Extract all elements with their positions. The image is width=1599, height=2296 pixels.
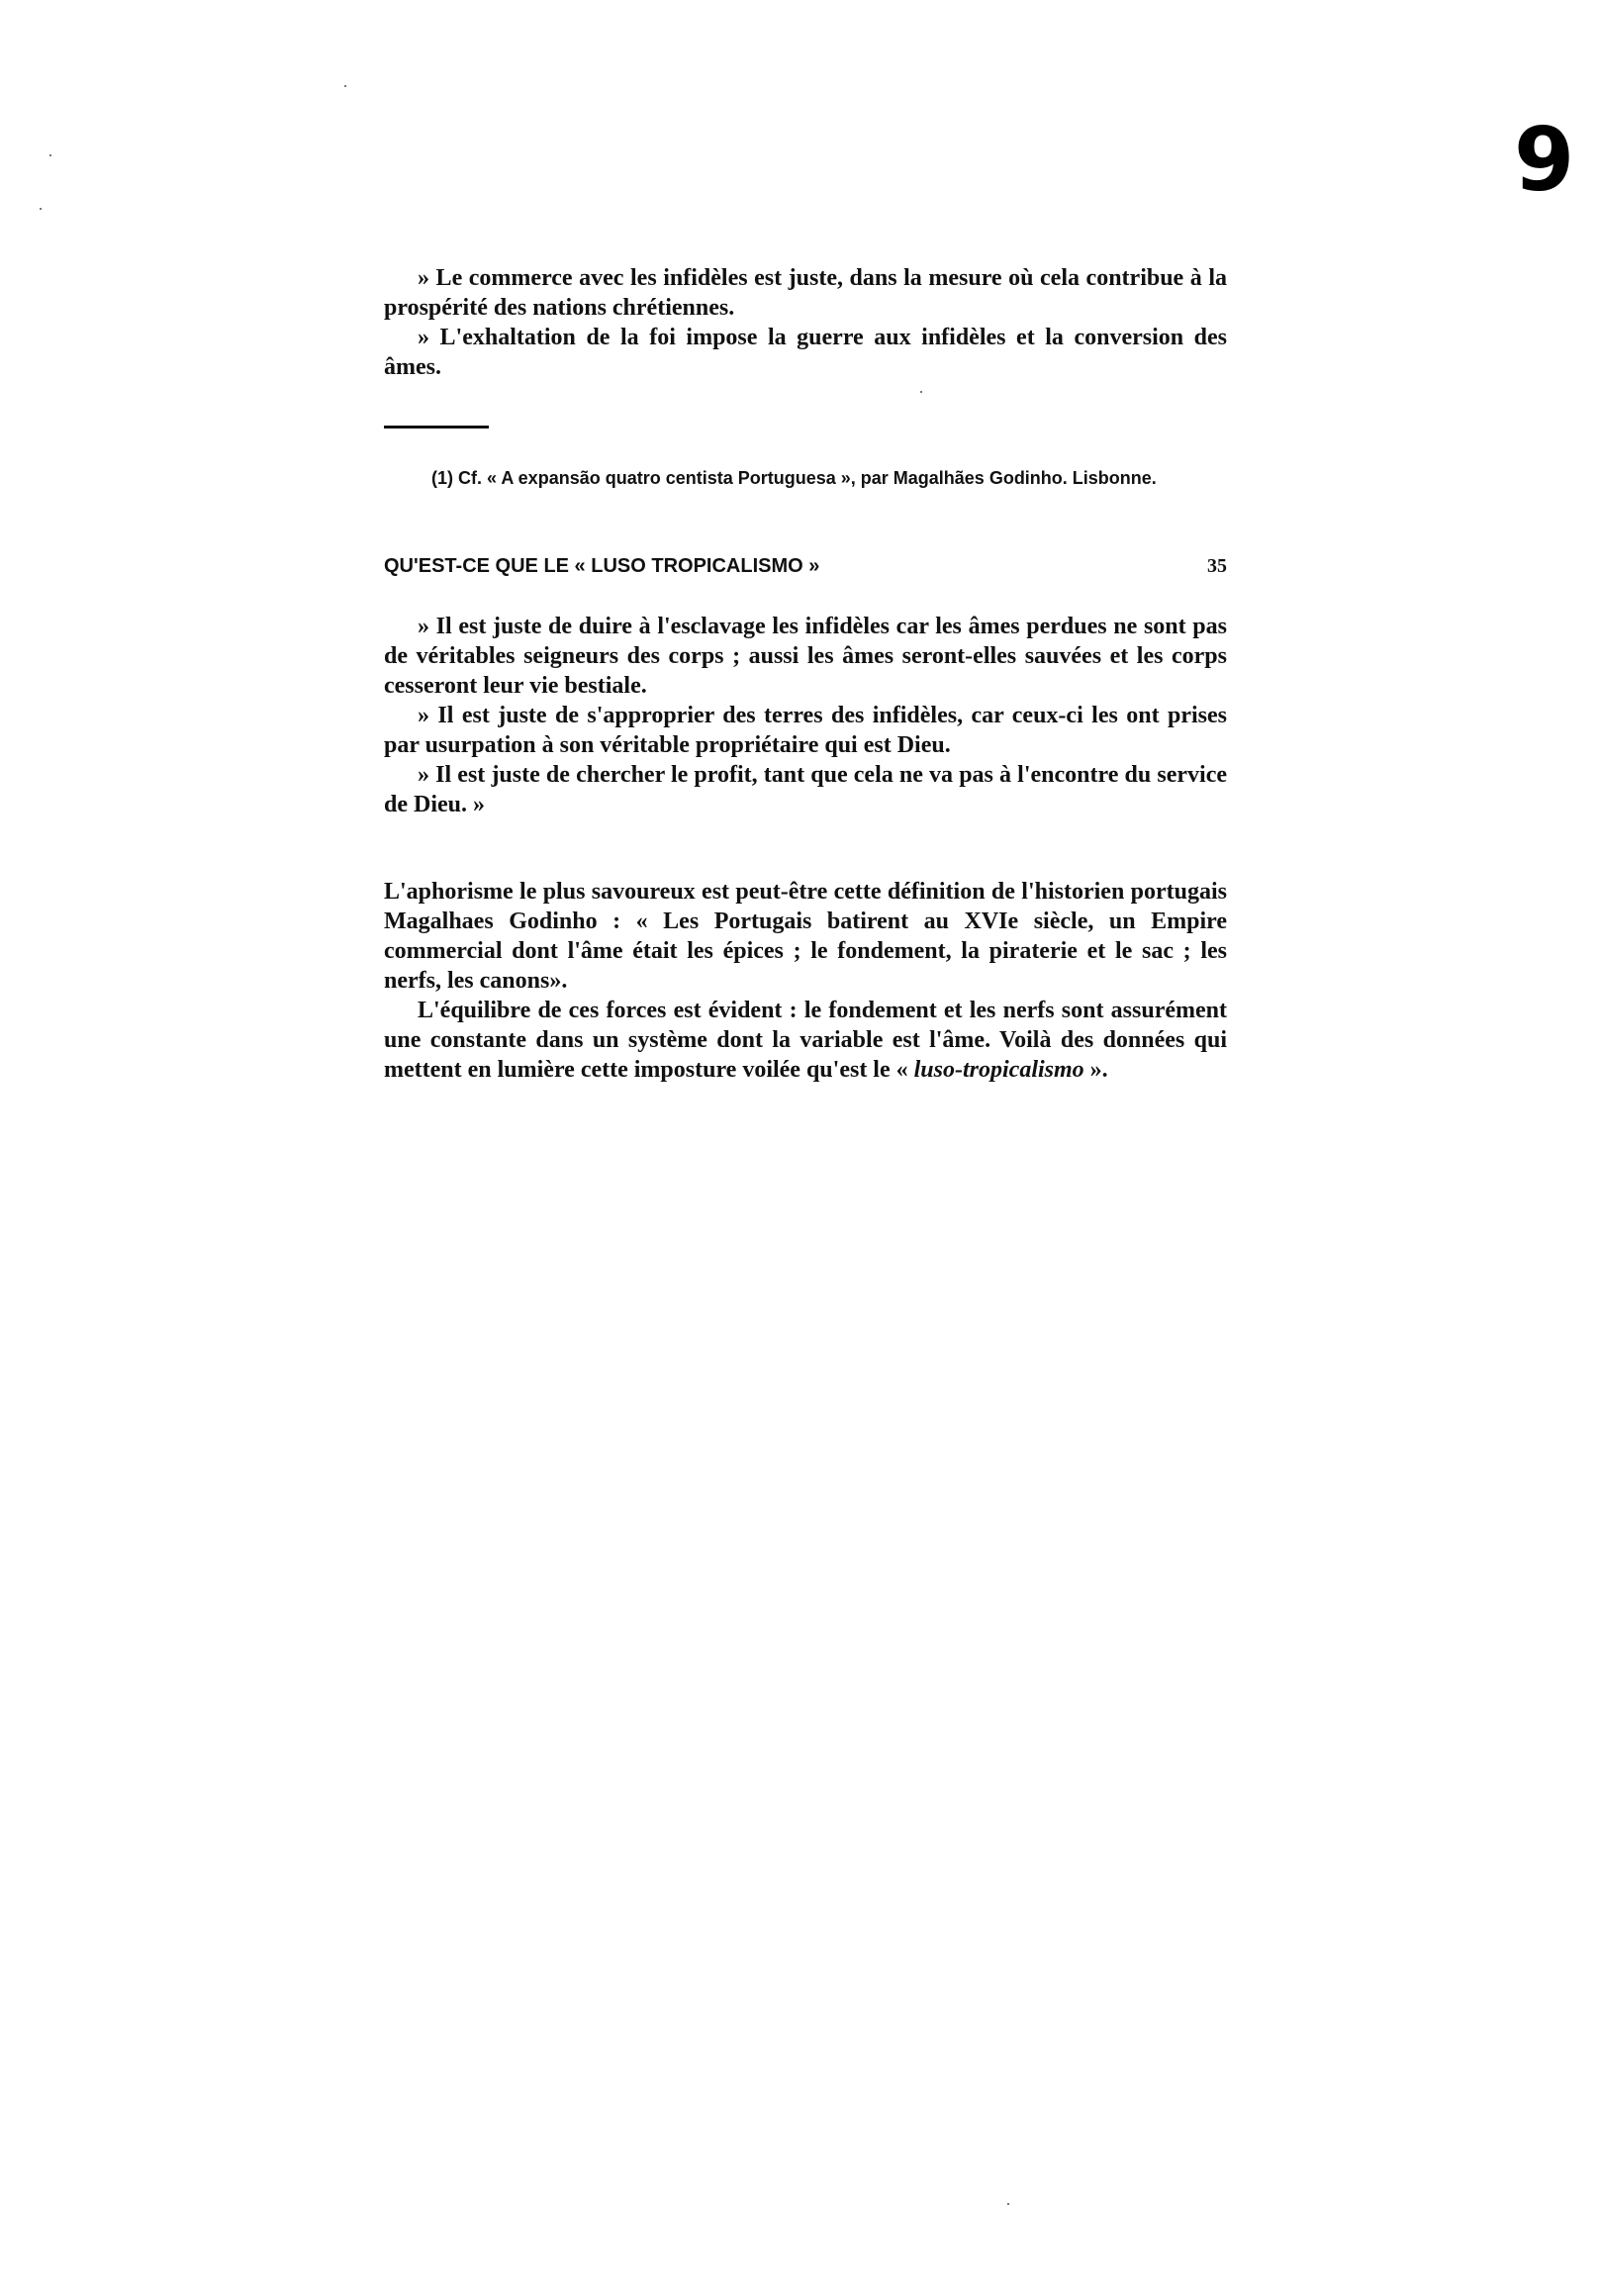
closing-paragraphs xyxy=(384,877,1227,1085)
paragraph: » L'exhaltation de la foi impose la guerre aux infidèles et la conversion des âmes. xyxy=(384,325,1227,380)
footnote-divider xyxy=(384,426,489,429)
emphasis-term: luso-tropicalismo xyxy=(913,1057,1084,1083)
paragraph xyxy=(384,996,1227,1085)
running-header xyxy=(384,554,1227,578)
top-paragraphs xyxy=(384,263,1227,382)
paragraph: » Le commerce avec les infidèles est juste, dans la mesure où cela contribue à la prospérité des nations chrétiennes. xyxy=(384,265,1227,321)
paragraph: » Il est juste de s'approprier des terres des infidèles, car ceux-ci les ont prises par usurpation à son véritable propriétaire qui est Dieu. xyxy=(384,703,1227,758)
footnote: (1) Cf. « A expansão quatro centista Portuguesa », par Magalhães Godinho. Lisbonne. xyxy=(431,468,1157,488)
scan-speck xyxy=(40,208,42,210)
scan-speck xyxy=(49,154,51,156)
page-mark: 9 xyxy=(1514,109,1575,211)
paragraph: » Il est juste de duire à l'esclavage les infidèles car les âmes perdues ne sont pas de véritables seigneurs des corps ; aussi les âmes seront-elles sauvées et les corps cesseront leur vie bestiale. xyxy=(384,614,1227,699)
quote-paragraphs xyxy=(384,612,1227,819)
scan-speck xyxy=(1007,2203,1009,2205)
page-number: 35 xyxy=(1207,555,1227,577)
paragraph-text: ». xyxy=(1083,1057,1108,1083)
running-header-title: QU'EST-CE QUE LE « LUSO TROPICALISMO » xyxy=(384,555,820,577)
paragraph: » Il est juste de chercher le profit, tant que cela ne va pas à l'encontre du service de Dieu. » xyxy=(384,762,1227,817)
scan-speck xyxy=(344,85,346,87)
paragraph-text: L'équilibre de ces forces est évident : le fondement et les nerfs sont assurément une constante dans un système dont la variable est l'âme. Voilà des données qui mettent en lumière cette imposture voilée qu'est le « xyxy=(384,998,1227,1083)
scan-speck xyxy=(920,391,922,393)
paragraph: L'aphorisme le plus savoureux est peut-être cette définition de l'historien portugais Magalhaes Godinho : « Les Portugais batirent au XVIe siècle, un Empire commercial dont l'âme était les épices ; le fondement, la piraterie et le sac ; les nerfs, les canons». xyxy=(384,879,1227,994)
